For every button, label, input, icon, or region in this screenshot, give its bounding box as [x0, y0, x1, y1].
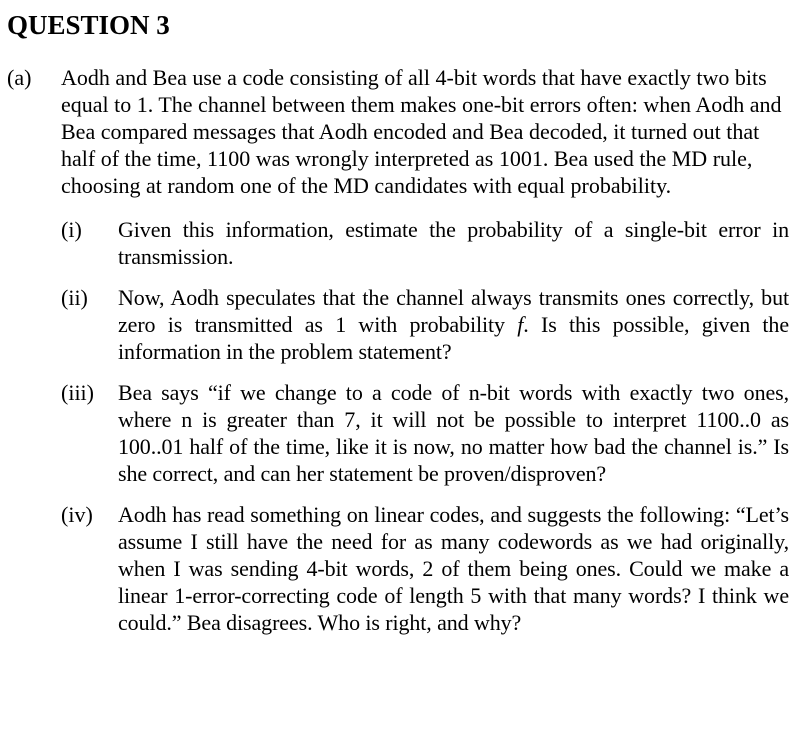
subpart-iv-text: Aodh has read something on linear codes, and suggests the following: “Let’s assume I still have the need for as many codewords as we had originally, when I was sending 4-bit words, 2 of them being ones. Could we make a linear 1-error-correcting code of length 5 with that many words? I think we could.” Bea disagrees. Who is right, and why?	[118, 502, 789, 635]
subpart-ii-text-before: Now, Aodh speculates that the channel always transmits ones correctly, but zero is transmitted as 1 with probability	[118, 285, 789, 337]
subpart-i	[61, 216, 789, 270]
subpart-ii-variable: f	[517, 312, 524, 337]
subpart-ii-text	[118, 284, 789, 365]
subpart-i-text: Given this information, estimate the probability of a single-bit error in transmission.	[118, 217, 789, 269]
subpart-iii-text: Bea says “if we change to a code of n-bit words with exactly two ones, where n is greater than 7, it will not be possible to interpret 1100..0 as 100..01 half of the time, like it is now, no matter how bad the channel is.” Is she correct, and can her statement be proven/disproven?	[118, 380, 789, 486]
subpart-ii-label: (ii)	[61, 285, 88, 310]
part-a-label: (a)	[7, 65, 32, 90]
subpart-iii-label: (iii)	[61, 380, 94, 405]
part-a-body	[61, 64, 789, 636]
subpart-iv-label: (iv)	[61, 502, 93, 527]
subpart-iv	[61, 501, 789, 636]
part-a-intro: Aodh and Bea use a code consisting of all 4-bit words that have exactly two bits equal to 1. The channel between them makes one-bit errors often: when Aodh and Bea compared messages that Aodh encoded and Bea decoded, it turned out that half of the time, 1100 was wrongly interpreted as 1001. Bea used the MD rule, choosing at random one of the MD candidates with equal probability.	[61, 65, 782, 198]
part-a	[7, 64, 789, 636]
subpart-ii-text-after: . Is this possible, given the information in the problem statement?	[118, 312, 789, 364]
subpart-ii	[61, 284, 789, 365]
question-title: QUESTION 3	[7, 10, 170, 40]
subpart-iii	[61, 379, 789, 487]
subpart-i-label: (i)	[61, 217, 82, 242]
